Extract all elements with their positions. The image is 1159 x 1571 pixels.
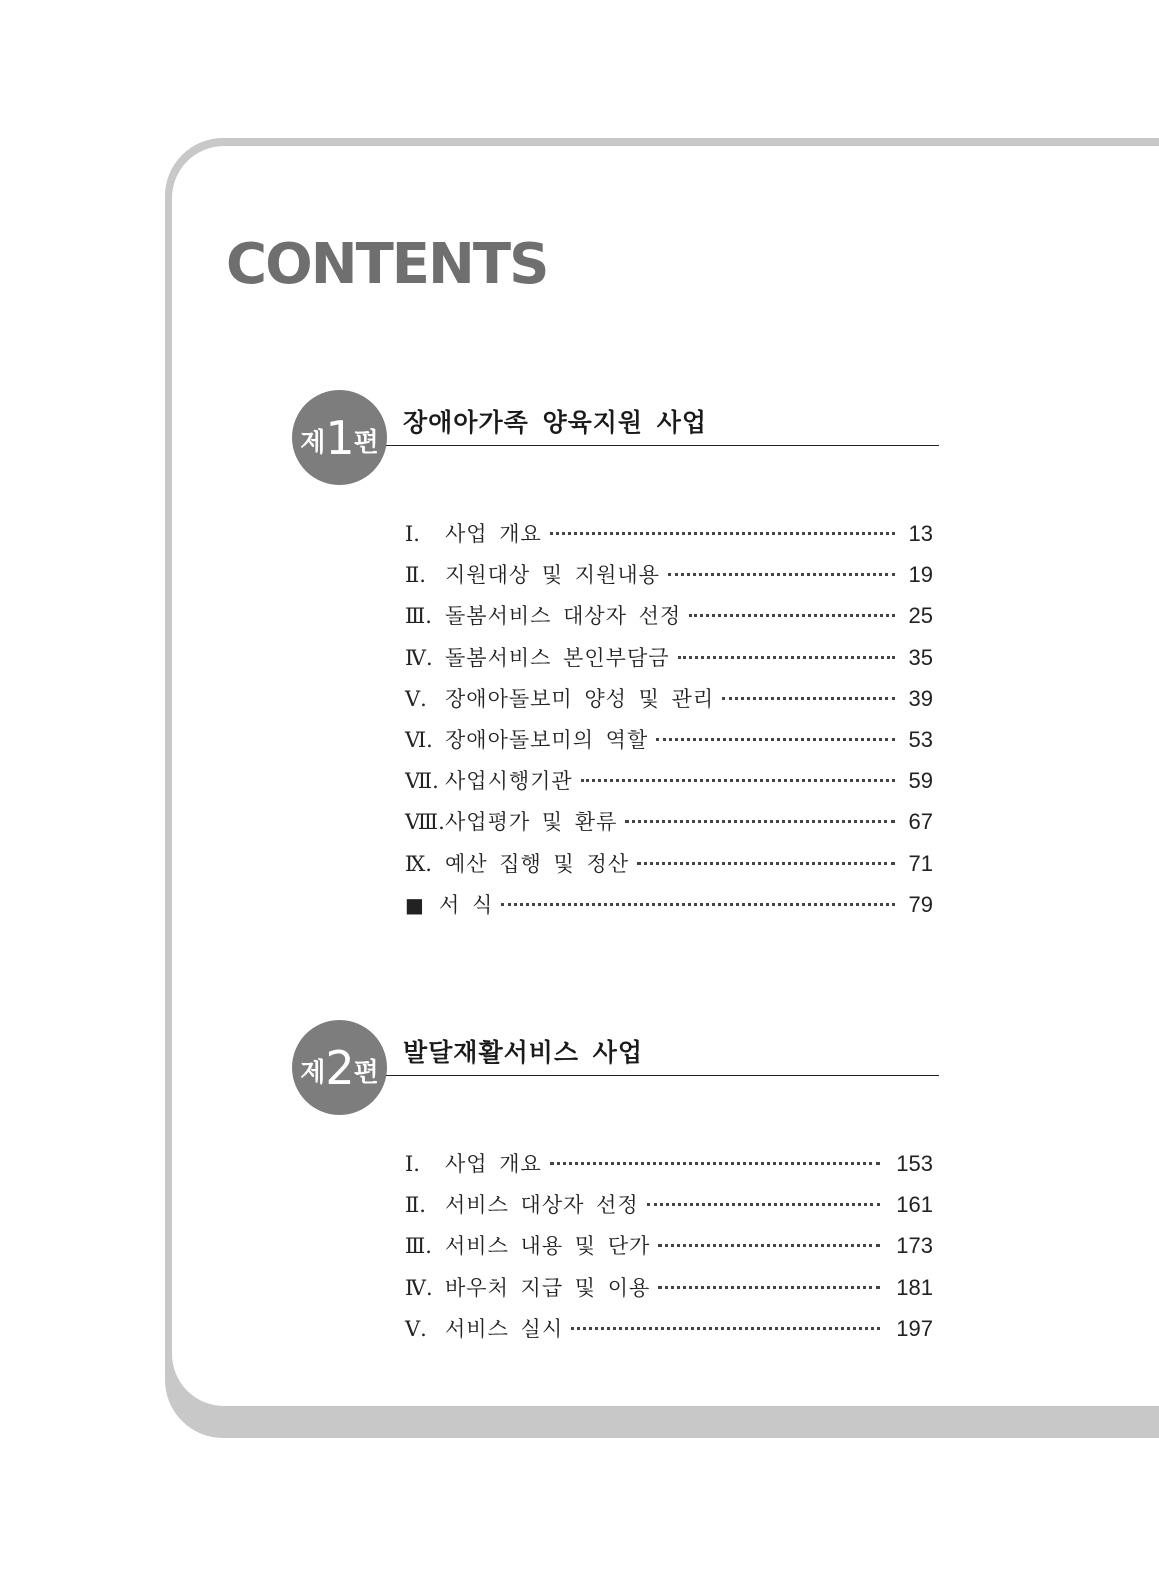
dot-leader (637, 862, 895, 865)
toc-entry-number: Ⅸ. (405, 851, 432, 876)
toc-entry-label: 돌봄서비스 대상자 선정 (445, 604, 682, 629)
part-2-title[interactable]: 발달재활서비스 사업 (403, 1038, 644, 1067)
toc-entry-page: 71 (908, 850, 933, 876)
toc-entry-number: Ⅱ. (405, 1193, 426, 1218)
part-1-title[interactable]: 장애아가족 양육지원 사업 (403, 408, 708, 437)
part-2-toc (405, 1148, 933, 1354)
badge-prefix: 제 (300, 1057, 326, 1088)
toc-entry-page: 35 (908, 644, 933, 670)
toc-entry[interactable] (405, 765, 933, 806)
part-1-toc (405, 518, 933, 930)
toc-entry[interactable] (405, 683, 933, 724)
toc-entry-number: Ⅵ. (405, 727, 433, 752)
dot-leader (581, 779, 895, 782)
dot-leader (656, 738, 895, 741)
toc-entry-page: 53 (908, 726, 933, 752)
dot-leader (689, 614, 895, 617)
toc-entry-page: 19 (908, 562, 933, 588)
dot-leader (658, 1286, 880, 1289)
dot-leader (501, 903, 895, 906)
part-2-title-rule (386, 1075, 939, 1076)
toc-entry-label: 예산 집행 및 정산 (445, 851, 630, 876)
toc-entry[interactable] (405, 1148, 933, 1189)
toc-entry-page: 197 (896, 1315, 933, 1341)
toc-entry-number: Ⅰ. (405, 1152, 420, 1176)
toc-entry-page: 173 (896, 1233, 933, 1259)
dot-leader (678, 656, 895, 659)
part-2-badge (292, 1020, 387, 1115)
toc-entry[interactable] (405, 889, 933, 930)
toc-entry-label: 서비스 내용 및 단가 (445, 1234, 651, 1259)
part-1-badge (292, 390, 387, 485)
toc-entry-number: Ⅰ. (405, 522, 420, 546)
badge-number: 1 (325, 410, 354, 465)
dot-leader (571, 1327, 880, 1330)
toc-entry-label: 장애아돌보미의 역할 (445, 727, 649, 752)
toc-entry-label: 장애아돌보미 양성 및 관리 (445, 686, 715, 711)
dot-leader (668, 573, 895, 576)
dot-leader (550, 532, 895, 535)
toc-entry[interactable] (405, 848, 933, 889)
toc-entry[interactable] (405, 1272, 933, 1313)
toc-entry-label: 돌봄서비스 본인부담금 (445, 645, 670, 670)
toc-entry[interactable] (405, 806, 933, 847)
toc-entry-number: Ⅴ. (405, 1316, 427, 1341)
toc-entry-page: 13 (908, 521, 933, 546)
toc-entry[interactable] (405, 1313, 933, 1354)
toc-entry-label: 지원대상 및 지원내용 (445, 563, 660, 588)
badge-number: 2 (325, 1040, 354, 1095)
toc-entry[interactable] (405, 1230, 933, 1271)
toc-entry-number: Ⅷ. (405, 810, 445, 835)
toc-entry[interactable] (405, 724, 933, 765)
dot-leader (550, 1162, 880, 1165)
toc-entry-number: Ⅲ. (405, 1234, 432, 1259)
toc-entry[interactable] (405, 1189, 933, 1230)
dot-leader (625, 820, 895, 823)
toc-entry-page: 161 (896, 1192, 933, 1218)
toc-entry-label: 서비스 실시 (445, 1316, 564, 1341)
toc-entry-label: 사업 개요 (445, 1152, 542, 1176)
toc-entry-label: 사업 개요 (445, 522, 542, 546)
toc-entry-page: 79 (908, 891, 933, 917)
toc-entry-page: 153 (896, 1151, 933, 1176)
badge-prefix: 제 (300, 427, 326, 458)
badge-suffix: 편 (353, 427, 379, 458)
badge-suffix: 편 (353, 1057, 379, 1088)
toc-entry-number: Ⅴ. (405, 686, 427, 711)
toc-entry-number: Ⅶ. (405, 769, 439, 794)
toc-entry-label: 바우처 지급 및 이용 (445, 1275, 651, 1300)
toc-entry[interactable] (405, 642, 933, 683)
toc-entry-label: 서 식 (439, 892, 494, 917)
dot-leader (658, 1244, 880, 1247)
toc-entry-page: 59 (908, 768, 933, 794)
toc-entry-page: 67 (908, 809, 933, 835)
contents-title: CONTENTS (226, 232, 548, 297)
toc-entry-label: 서비스 대상자 선정 (445, 1193, 639, 1218)
toc-entry-number: Ⅲ. (405, 604, 432, 629)
toc-entry[interactable] (405, 559, 933, 600)
toc-entry-page: 39 (908, 685, 933, 711)
dot-leader (722, 697, 895, 700)
toc-entry[interactable] (405, 518, 933, 559)
dot-leader (647, 1203, 881, 1206)
toc-entry-label: 사업평가 및 환류 (445, 810, 618, 835)
toc-entry-number: Ⅳ. (405, 1275, 433, 1300)
toc-entry-number: Ⅱ. (405, 563, 426, 588)
toc-entry-page: 25 (908, 603, 933, 629)
toc-entry-page: 181 (896, 1274, 933, 1300)
toc-entry[interactable] (405, 600, 933, 641)
toc-entry-number: Ⅳ. (405, 645, 433, 670)
toc-entry-label: 사업시행기관 (445, 769, 573, 794)
square-bullet-icon: ■ (405, 892, 424, 917)
part-1-title-rule (386, 445, 939, 446)
